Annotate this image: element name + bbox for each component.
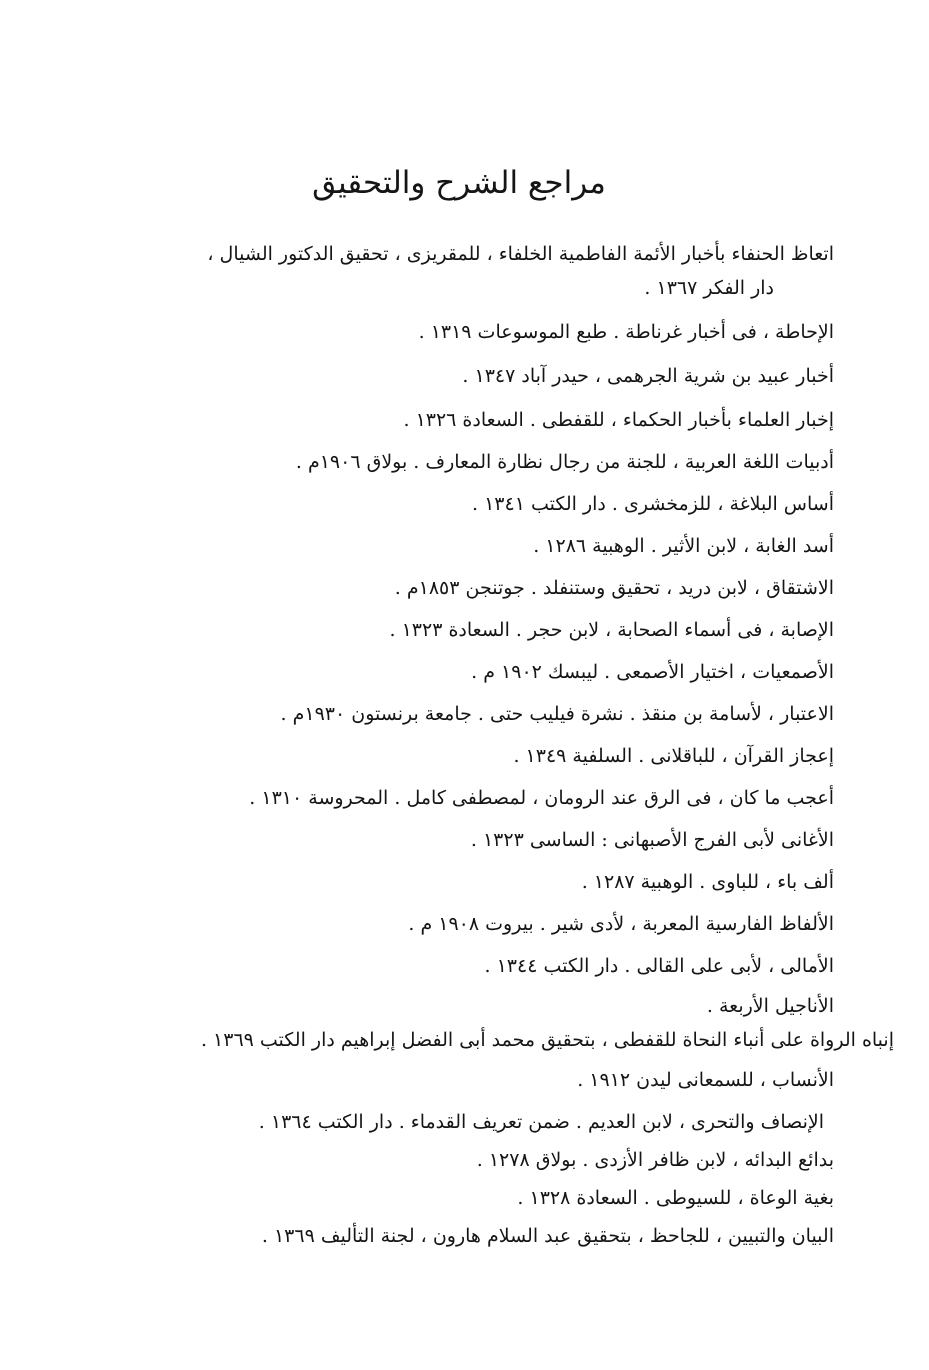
reference-text: اتعاظ الحنفاء بأخبار الأئمة الفاطمية الخلفاء ، للمقريزى ، تحقيق الدكتور الشيال ، xyxy=(207,243,834,265)
reference-text: الاعتبار ، لأسامة بن منقذ . نشرة فيليب حتى . جامعة برنستون ١٩٣٠م . xyxy=(280,703,834,725)
reference-entry xyxy=(296,444,834,480)
reference-entry xyxy=(582,864,834,900)
reference-entry xyxy=(533,528,834,564)
reference-entry xyxy=(201,1022,894,1058)
page-title: مراجع الشرح والتحقيق xyxy=(312,165,606,201)
reference-text: الأناجيل الأربعة . xyxy=(706,995,834,1017)
reference-text: الأنساب ، للسمعانى ليدن ١٩١٢ . xyxy=(577,1069,834,1091)
reference-entry xyxy=(249,780,834,816)
reference-text: إخبار العلماء بأخبار الحكماء ، للقفطى . السعادة ١٣٢٦ . xyxy=(403,409,834,431)
reference-text: الأصمعيات ، اختيار الأصمعى . ليبسك ١٩٠٢ م . xyxy=(471,661,834,683)
reference-entry xyxy=(707,988,834,1024)
reference-entry xyxy=(259,1104,824,1140)
reference-entry xyxy=(644,270,774,306)
reference-text: أساس البلاغة ، للزمخشرى . دار الكتب ١٣٤١ . xyxy=(472,493,834,515)
reference-text: الإحاطة ، فى أخبار غرناطة . طبع الموسوعات ١٣١٩ . xyxy=(418,321,834,343)
reference-text: البيان والتبيين ، للجاحظ ، بتحقيق عبد السلام هارون ، لجنة التأليف ١٣٦٩ . xyxy=(261,1225,834,1247)
reference-entry xyxy=(262,1218,834,1254)
reference-entry xyxy=(517,1180,834,1216)
reference-entry xyxy=(485,948,835,984)
reference-text: الاشتقاق ، لابن دريد ، تحقيق وستنفلد . جوتنجن ١٨٥٣م . xyxy=(394,577,834,599)
reference-entry xyxy=(472,486,834,522)
reference-text: الألفاظ الفارسية المعربة ، لأدى شير . بيروت ١٩٠٨ م . xyxy=(408,913,834,935)
reference-text: بدائع البدائه ، لابن ظافر الأزدى . بولاق ١٢٧٨ . xyxy=(476,1149,834,1171)
reference-entry xyxy=(471,822,834,858)
reference-entry xyxy=(403,402,834,438)
reference-text: ألف باء ، للباوى . الوهبية ١٢٨٧ . xyxy=(581,871,834,893)
reference-text: الإصابة ، فى أسماء الصحابة ، لابن حجر . السعادة ١٣٢٣ . xyxy=(389,619,834,641)
reference-text: أسد الغابة ، لابن الأثير . الوهبية ١٢٨٦ . xyxy=(533,535,834,557)
reference-entry xyxy=(513,738,834,774)
reference-entry xyxy=(462,358,834,394)
reference-text: أخبار عبيد بن شرية الجرهمى ، حيدر آباد ١٣٤٧ . xyxy=(462,365,834,387)
reference-entry xyxy=(390,612,835,648)
reference-entry xyxy=(395,570,834,606)
reference-text: الأمالى ، لأبى على القالى . دار الكتب ١٣٤٤ . xyxy=(484,955,834,977)
reference-text: بغية الوعاة ، للسيوطى . السعادة ١٣٢٨ . xyxy=(517,1187,834,1209)
reference-entry xyxy=(471,654,834,690)
reference-entry xyxy=(207,236,834,272)
reference-entry xyxy=(419,314,834,350)
reference-text: دار الفكر ١٣٦٧ . xyxy=(644,277,774,299)
reference-entry xyxy=(577,1062,834,1098)
reference-entry xyxy=(408,906,834,942)
reference-entry xyxy=(281,696,834,732)
reference-text: الإنصاف والتحرى ، لابن العديم . ضمن تعريف القدماء . دار الكتب ١٣٦٤ . xyxy=(258,1111,824,1133)
reference-text: أعجب ما كان ، فى الرق عند الرومان ، لمصطفى كامل . المحروسة ١٣١٠ . xyxy=(249,787,834,809)
reference-text: أدبيات اللغة العربية ، للجنة من رجال نظارة المعارف . بولاق ١٩٠٦م . xyxy=(295,451,834,473)
reference-text: إنباه الرواة على أنباء النحاة للقفطى ، بتحقيق محمد أبى الفضل إبراهيم دار الكتب ١٣٦٩ . xyxy=(200,1029,894,1051)
reference-text: الأغانى لأبى الفرج الأصبهانى : الساسى ١٣٢٣ . xyxy=(470,829,834,851)
reference-entry xyxy=(477,1142,834,1178)
reference-text: إعجاز القرآن ، للباقلانى . السلفية ١٣٤٩ . xyxy=(513,745,834,767)
